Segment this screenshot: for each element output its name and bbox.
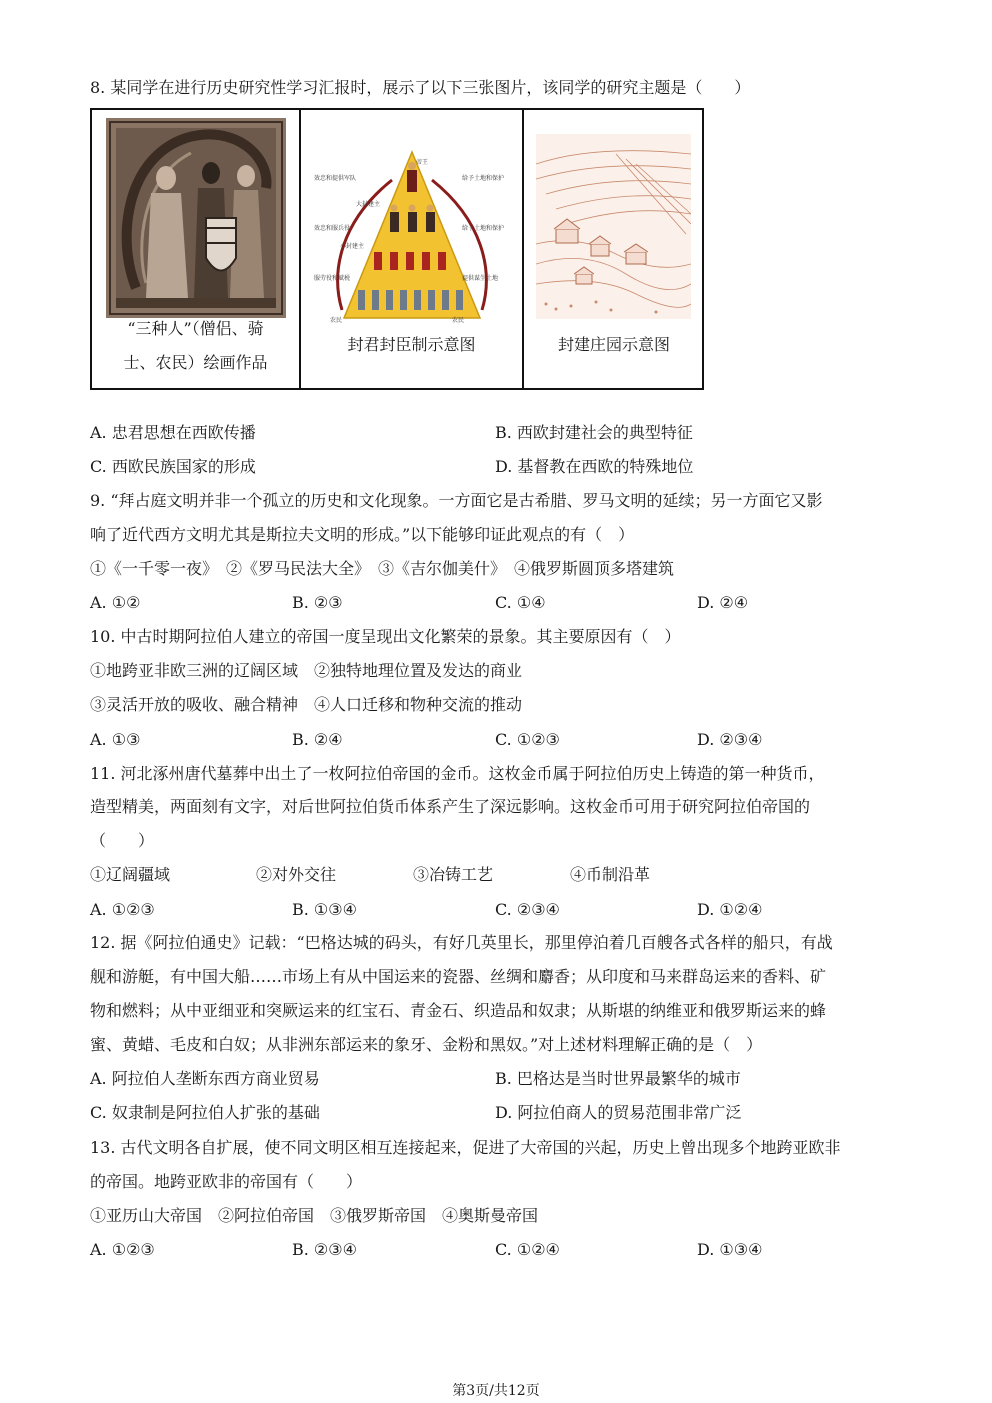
- feudal-pyramid-diagram: [312, 150, 512, 325]
- q13-stem-line1: 13. 古代文明各自扩展，使不同文明区相互连接起来，促进了大帝国的兴起，历史上曾出现多个地跨亚欧非: [90, 1138, 841, 1157]
- manor-cell: [524, 110, 704, 388]
- pyramid-label-right2: 给予土地和保护: [462, 225, 505, 232]
- q10-option-b[interactable]: B. ②④: [292, 730, 343, 749]
- q12-option-a[interactable]: A. 阿拉伯人垄断东西方商业贸易: [90, 1069, 320, 1088]
- q11-option-a[interactable]: A. ①②③: [90, 900, 155, 919]
- q13-option-c[interactable]: C. ①②④: [495, 1240, 560, 1259]
- q11-item-2: ②对外交往: [256, 865, 337, 884]
- q9-stem-line1: 9. “拜占庭文明并非一个孤立的历史和文化现象。一方面它是古希腊、罗马文明的延续；另一方面它又影: [90, 491, 823, 510]
- q13-option-b[interactable]: B. ②③④: [292, 1240, 357, 1259]
- pyramid-label-right1: 给予土地和保护: [462, 175, 505, 182]
- caption-three-estates-line2: 士、农民）绘画作品: [123, 353, 268, 372]
- q12-stem-line4: 蜜、黄蜡、毛皮和白奴；从非洲东部运来的象牙、金粉和黑奴。”对上述材料理解正确的是（ ）: [90, 1035, 763, 1054]
- pyramid-label-left3: 服劳役和赋税: [314, 275, 351, 282]
- q10-option-a[interactable]: A. ①③: [90, 730, 141, 749]
- q11-item-1: ①辽阔疆域: [90, 865, 171, 884]
- q10-items-line2: ③灵活开放的吸收、融合精神 ④人口迁移和物种交流的推动: [90, 695, 523, 714]
- q10-option-c[interactable]: C. ①②③: [495, 730, 560, 749]
- q9-option-c[interactable]: C. ①④: [495, 593, 546, 612]
- q13-option-d[interactable]: D. ①③④: [697, 1240, 763, 1259]
- q11-stem-line2: 造型精美，两面刻有文字，对后世阿拉伯货币体系产生了深远影响。这枚金币可用于研究阿拉伯帝国的: [90, 797, 811, 816]
- q13-stem-line2: 的帝国。地跨亚欧非的帝国有（ ）: [90, 1172, 363, 1191]
- pyramid-label-right3: 提供谋生土地: [462, 275, 499, 282]
- q11-item-4: ④币制沿革: [570, 865, 651, 884]
- pyramid-label-left1: 效忠和提供军队: [314, 175, 357, 182]
- q8-option-d[interactable]: D. 基督教在西欧的特殊地位: [495, 457, 694, 476]
- q9-option-d[interactable]: D. ②④: [697, 593, 749, 612]
- caption-manor: 封建庄园示意图: [557, 335, 670, 354]
- caption-three-estates-line1: “三种人”（僧侣、骑: [127, 319, 264, 338]
- q9-option-b[interactable]: B. ②③: [292, 593, 343, 612]
- q8-option-b[interactable]: B. 西欧封建社会的典型特征: [495, 423, 693, 442]
- q11-option-b[interactable]: B. ①③④: [292, 900, 357, 919]
- feudal-pyramid-cell: [301, 110, 524, 388]
- page-number: 第3页/共12页: [452, 1383, 540, 1399]
- q11-item-3: ③冶铸工艺: [413, 865, 494, 884]
- q8-option-c[interactable]: C. 西欧民族国家的形成: [90, 457, 256, 476]
- pyramid-label-peasant: 农民: [330, 317, 343, 324]
- q8-image-table: [90, 108, 704, 390]
- q13-option-a[interactable]: A. ①②③: [90, 1240, 155, 1259]
- pyramid-label-small-lord: 小封建主: [340, 243, 365, 250]
- q12-stem-line3: 物和燃料；从中亚细亚和突厥运来的红宝石、青金石、织造品和奴隶；从斯堪的纳维亚和俄罗斯运来的蜂: [90, 1001, 827, 1020]
- q10-option-d[interactable]: D. ②③④: [697, 730, 763, 749]
- q8-option-a[interactable]: A. 忠君思想在西欧传播: [90, 423, 256, 442]
- pyramid-label-peasant-right: 农民: [452, 317, 465, 324]
- q12-stem-line2: 舰和游艇，有中国大船……市场上有从中国运来的瓷器、丝绸和麝香；从印度和马来群岛运来的香料、矿: [90, 967, 827, 986]
- q11-stem-line3: （ ）: [90, 831, 155, 850]
- q11-option-d[interactable]: D. ①②④: [697, 900, 763, 919]
- q12-option-c[interactable]: C. 奴隶制是阿拉伯人扩张的基础: [90, 1103, 320, 1122]
- q11-stem-line1: 11. 河北涿州唐代墓葬中出土了一枚阿拉伯帝国的金币。这枚金币属于阿拉伯历史上铸造的第一种货币，: [90, 764, 825, 783]
- q9-items: ①《一千零一夜》 ②《罗马民法大全》 ③《吉尔伽美什》 ④俄罗斯圆顶多塔建筑: [90, 559, 675, 578]
- pyramid-label-great-lord: 大封建主: [356, 201, 381, 208]
- three-estates-cell: [92, 110, 301, 388]
- manor-drawing: [536, 134, 691, 319]
- q12-option-b[interactable]: B. 巴格达是当时世界最繁华的城市: [495, 1069, 741, 1088]
- pyramid-label-king: 帝王: [416, 159, 429, 166]
- q8-stem: 8. 某同学在进行历史研究性学习汇报时，展示了以下三张图片，该同学的研究主题是（ ）: [90, 78, 751, 97]
- q12-stem-line1: 12. 据《阿拉伯通史》记载：“巴格达城的码头，有好几英里长，那里停泊着几百艘各式各样的船只，有战: [90, 933, 833, 952]
- three-estates-painting: [106, 118, 286, 318]
- pyramid-label-left2: 效忠和服兵役: [314, 225, 351, 232]
- q12-option-d[interactable]: D. 阿拉伯商人的贸易范围非常广泛: [495, 1103, 742, 1122]
- q11-option-c[interactable]: C. ②③④: [495, 900, 560, 919]
- caption-feudal-pyramid: 封君封臣制示意图: [347, 335, 476, 354]
- q10-items-line1: ①地跨亚非欧三洲的辽阔区域 ②独特地理位置及发达的商业: [90, 661, 523, 680]
- q9-option-a[interactable]: A. ①②: [90, 593, 141, 612]
- q9-stem-line2: 响了近代西方文明尤其是斯拉夫文明的形成。”以下能够印证此观点的有（ ）: [90, 525, 635, 544]
- q13-items: ①亚历山大帝国 ②阿拉伯帝国 ③俄罗斯帝国 ④奥斯曼帝国: [90, 1206, 539, 1225]
- q10-stem: 10. 中古时期阿拉伯人建立的帝国一度呈现出文化繁荣的景象。其主要原因有（ ）: [90, 627, 681, 646]
